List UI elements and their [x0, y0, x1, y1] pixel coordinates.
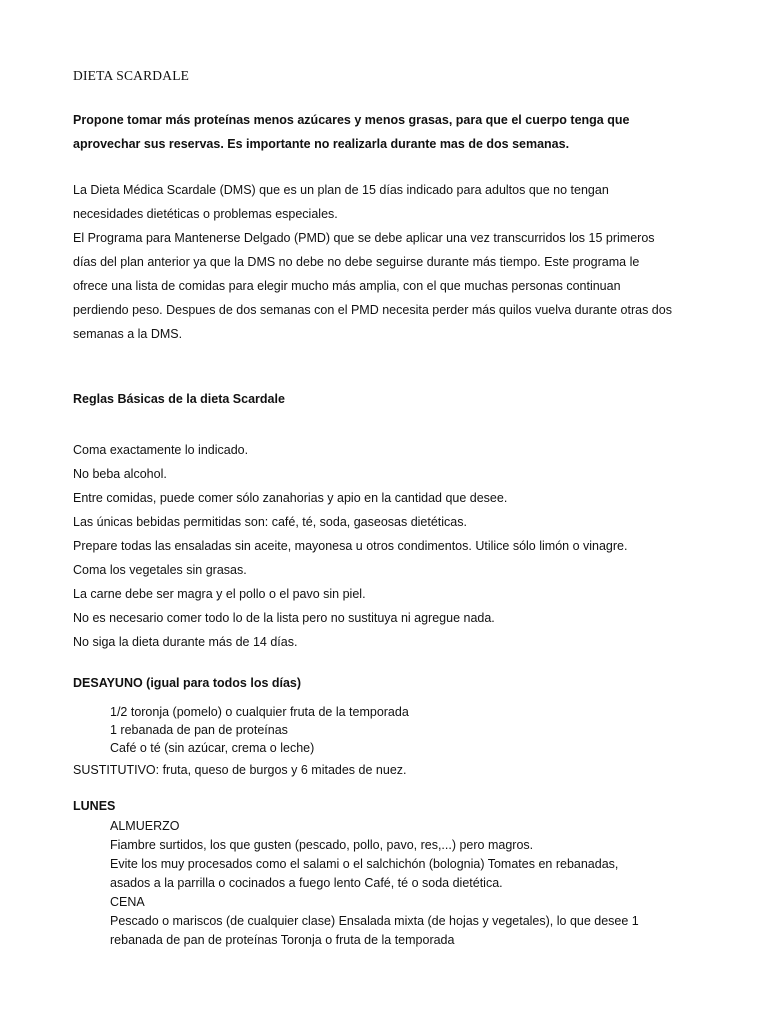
paragraph-line: La Dieta Médica Scardale (DMS) que es un plan de 15 días indicado para adultos que no tengan — [73, 183, 609, 197]
desayuno-item: Café o té (sin azúcar, crema o leche) — [110, 741, 315, 755]
rule-item: La carne debe ser magra y el pollo o el pavo sin piel. — [73, 587, 366, 601]
lunes-line: Pescado o mariscos (de cualquier clase) Ensalada mixta (de hojas y vegetales), lo que desee 1 — [110, 914, 639, 928]
desayuno-item: 1/2 toronja (pomelo) o cualquier fruta de la temporada — [110, 705, 409, 719]
rule-item: Entre comidas, puede comer sólo zanahorias y apio en la cantidad que desee. — [73, 491, 508, 505]
desayuno-heading: DESAYUNO (igual para todos los días) — [73, 676, 302, 690]
paragraph-line: El Programa para Mantenerse Delgado (PMD) que se debe aplicar una vez transcurridos los 15 primeros — [73, 231, 655, 245]
substitute-line: SUSTITUTIVO: fruta, queso de burgos y 6 mitades de nuez. — [73, 763, 407, 777]
lunes-line: asados a la parrilla o cocinados a fuego lento Café, té o soda dietética. — [110, 876, 503, 890]
lunes-line: Evite los muy procesados como el salami o el salchichón (bolognia) Tomates en rebanadas, — [110, 857, 619, 871]
rule-item: Prepare todas las ensaladas sin aceite, mayonesa u otros condimentos. Utilice sólo limón o vinagre. — [73, 539, 628, 553]
intro-line: aprovechar sus reservas. Es importante no realizarla durante mas de dos semanas. — [73, 137, 570, 151]
document-title: DIETA SCARDALE — [73, 68, 190, 83]
rule-item: No beba alcohol. — [73, 467, 167, 481]
lunes-line: rebanada de pan de proteínas Toronja o fruta de la temporada — [110, 933, 455, 947]
lunes-menu — [110, 817, 639, 950]
paragraph-line: necesidades dietéticas o problemas especiales. — [73, 207, 338, 221]
rule-item: Coma los vegetales sin grasas. — [73, 563, 247, 577]
intro-paragraph — [73, 108, 713, 156]
rule-item: No siga la dieta durante más de 14 días. — [73, 635, 298, 649]
rule-item: Coma exactamente lo indicado. — [73, 443, 249, 457]
paragraph-line: semanas a la DMS. — [73, 327, 183, 341]
rules-list — [73, 438, 627, 654]
desayuno-list — [110, 703, 409, 757]
lunes-line: Fiambre surtidos, los que gusten (pescado, pollo, pavo, res,...) pero magros. — [110, 838, 534, 852]
desayuno-item: 1 rebanada de pan de proteínas — [110, 723, 288, 737]
rule-item: No es necesario comer todo lo de la lista pero no sustituya ni agregue nada. — [73, 611, 495, 625]
paragraph-line: perdiendo peso. Despues de dos semanas con el PMD necesita perder más quilos vuelva durante otras dos — [73, 303, 672, 317]
paragraph-line: ofrece una lista de comidas para elegir mucho más amplia, con el que muchas personas continuan — [73, 279, 621, 293]
lunes-line: CENA — [110, 895, 145, 909]
lunes-heading: LUNES — [73, 799, 116, 813]
lunes-line: ALMUERZO — [110, 819, 180, 833]
rules-heading: Reglas Básicas de la dieta Scardale — [73, 392, 285, 406]
intro-line: Propone tomar más proteínas menos azúcares y menos grasas, para que el cuerpo tenga que — [73, 113, 630, 127]
paragraph-line: días del plan anterior ya que la DMS no debe no debe seguirse durante más tiempo. Este programa le — [73, 255, 640, 269]
rule-item: Las únicas bebidas permitidas son: café, té, soda, gaseosas dietéticas. — [73, 515, 467, 529]
description-paragraph — [73, 178, 713, 346]
